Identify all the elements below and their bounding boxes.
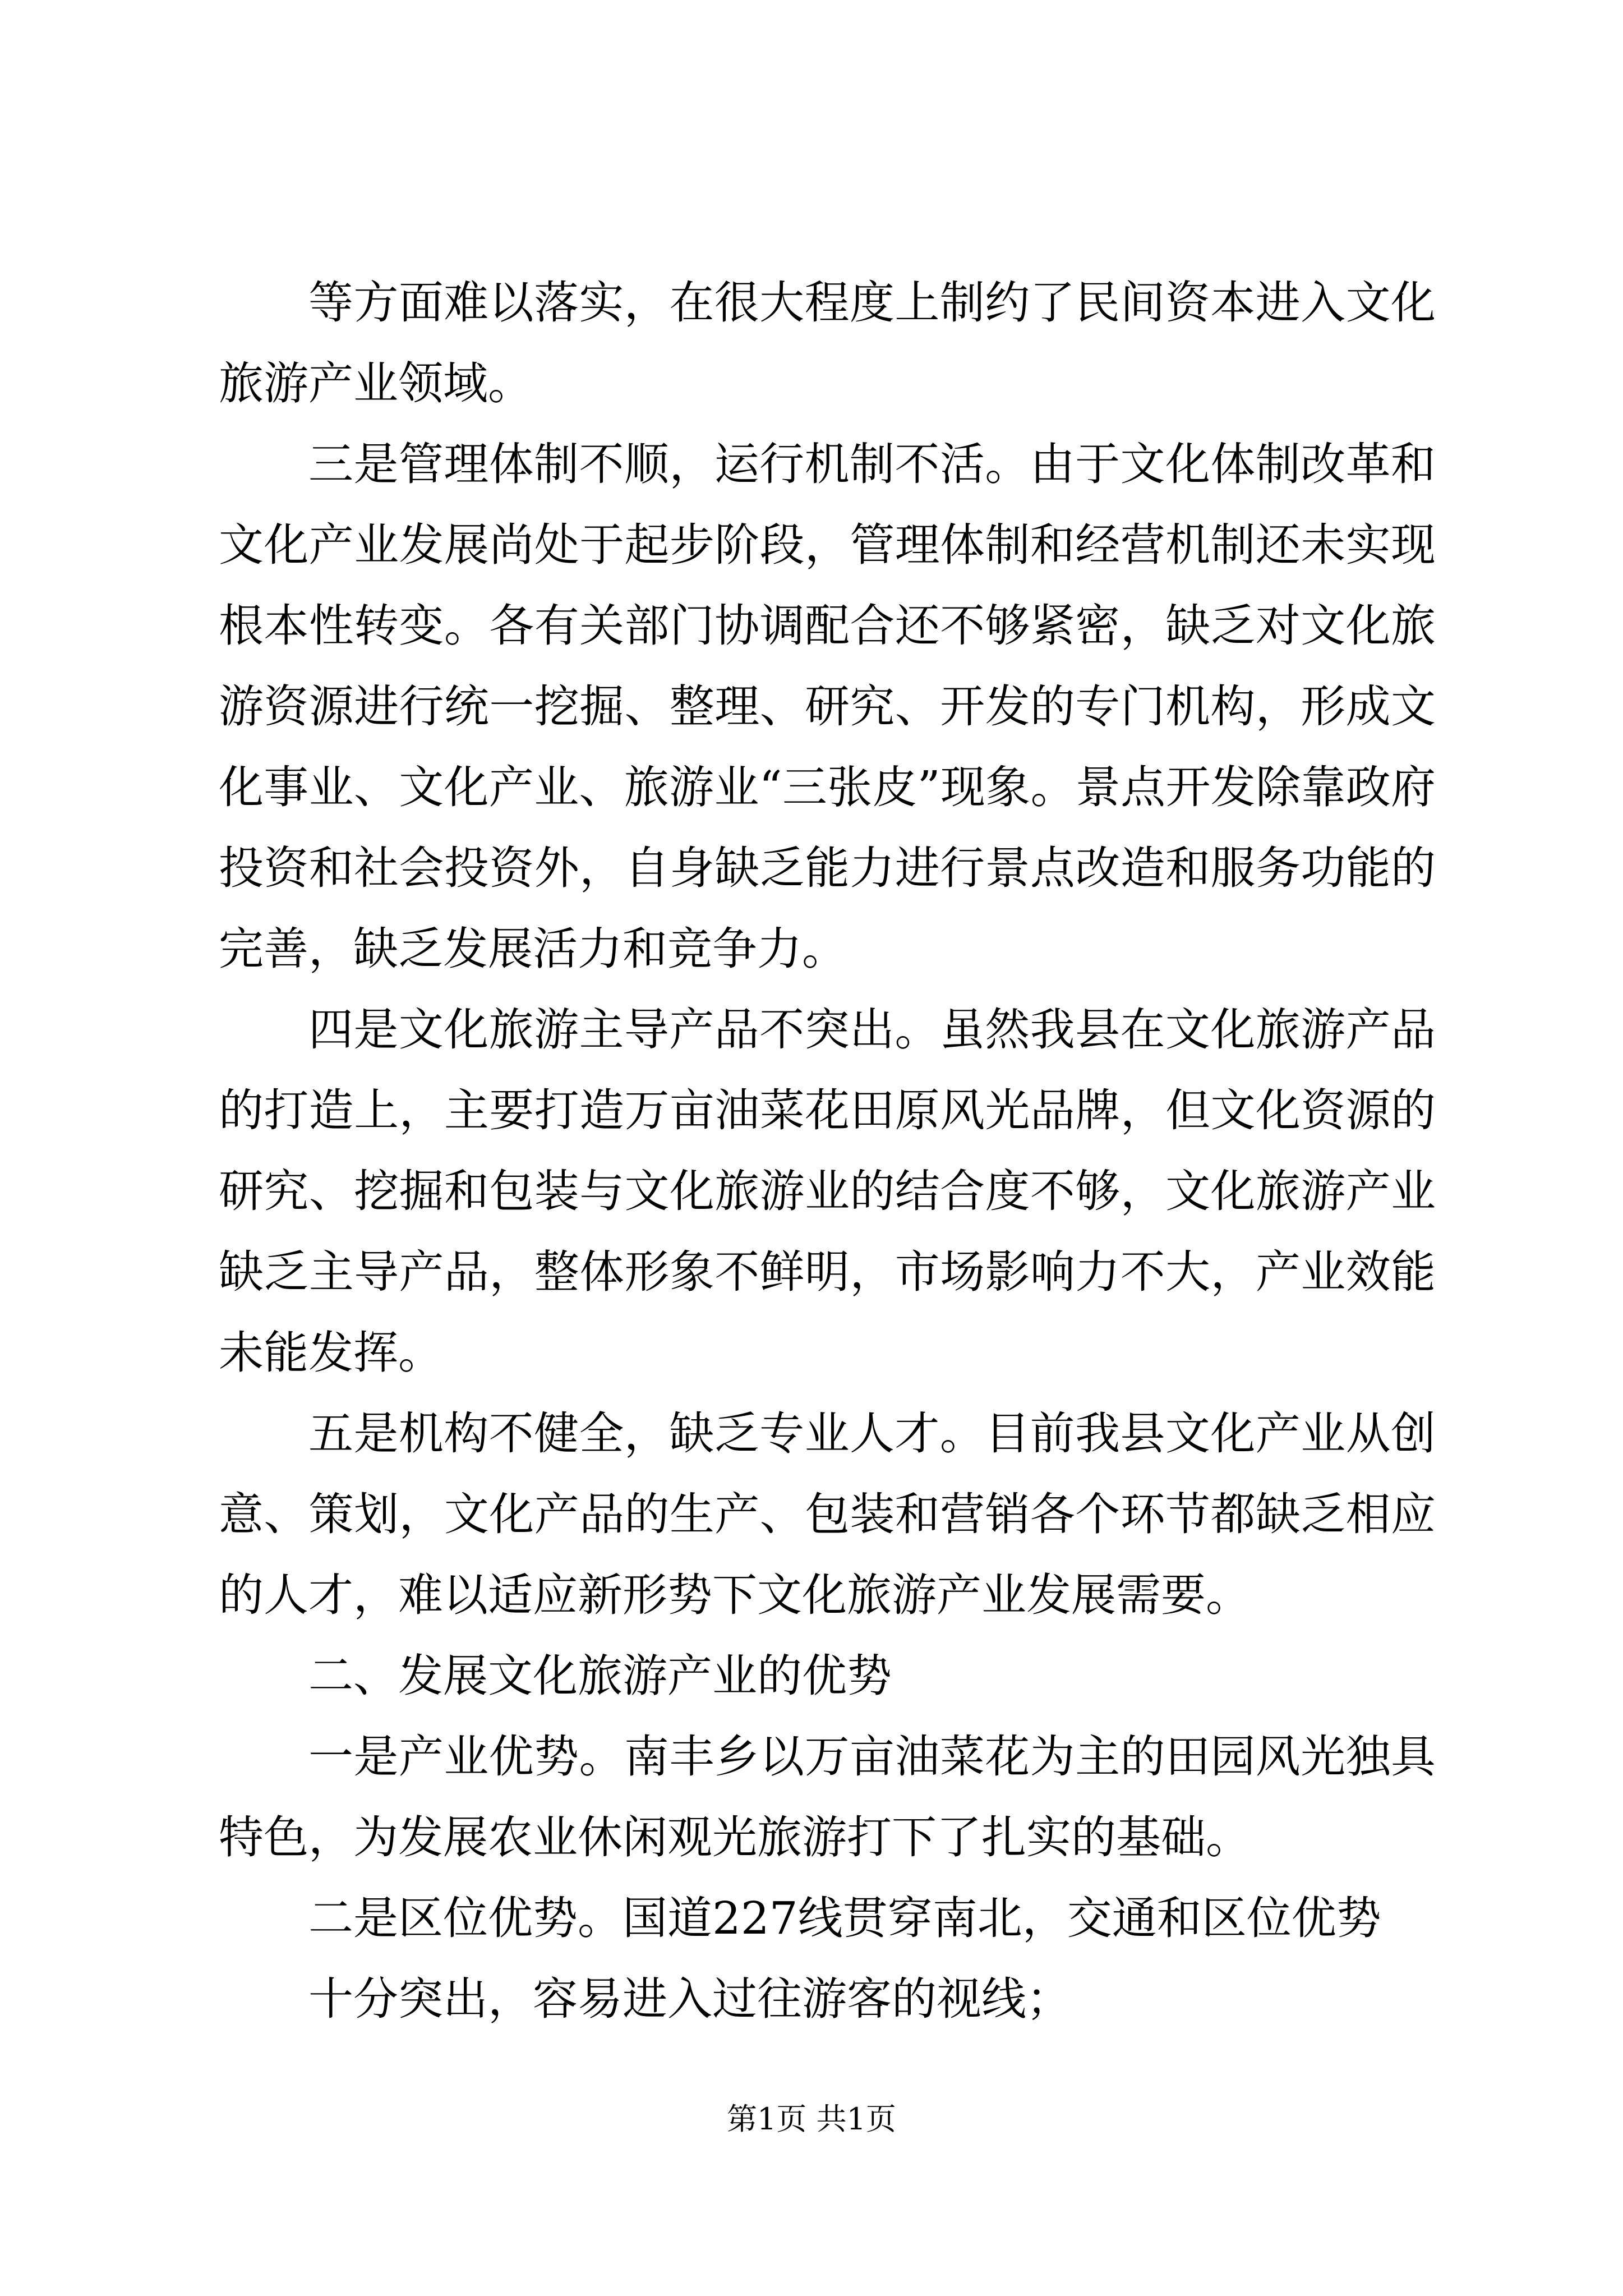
paragraph-6: 二是区位优势。国道227线贯穿南北，交通和区位优势 <box>308 1892 1381 1944</box>
page-number-footer: 第1页 共1页 <box>727 2101 896 2137</box>
paragraph-7: 十分突出，容易进入过往游客的视线； <box>308 1973 1071 2025</box>
paragraph-5: 一是产业优势。南丰乡以万亩油菜花为主的田园风光独具特色，为发展农业休闲观光旅游打下了扎实的基础。 <box>219 1731 1436 1864</box>
section-heading: 二、发展文化旅游产业的优势 <box>308 1650 892 1702</box>
document-body <box>219 263 1436 2040</box>
paragraph-2: 三是管理体制不顺，运行机制不活。由于文化体制改革和文化产业发展尚处于起步阶段，管理体制和经营机制还未实现根本性转变。各有关部门协调配合还不够紧密，缺乏对文化旅游资源进行统一挖掘、整理、研究、开发的专门机构，形成文化事业、文化产业、旅游业“三张皮”现象。景点开发除靠政府投资和社会投资外，自身缺乏能力进行景点改造和服务功能的完善，缺乏发展活力和竞争力。 <box>219 438 1436 975</box>
paragraph-3: 四是文化旅游主导产品不突出。虽然我县在文化旅游产品的打造上，主要打造万亩油菜花田原风光品牌，但文化资源的研究、挖掘和包装与文化旅游业的结合度不够，文化旅游产业缺乏主导产品，整体形象不鲜明，市场影响力不大，产业效能未能发挥。 <box>219 1004 1436 1379</box>
paragraph-4: 五是机构不健全，缺乏专业人才。目前我县文化产业从创意、策划，文化产品的生产、包装和营销各个环节都缺乏相应的人才，难以适应新形势下文化旅游产业发展需要。 <box>219 1407 1436 1621</box>
paragraph-1: 等方面难以落实，在很大程度上制约了民间资本进入文化旅游产业领域。 <box>219 277 1436 409</box>
